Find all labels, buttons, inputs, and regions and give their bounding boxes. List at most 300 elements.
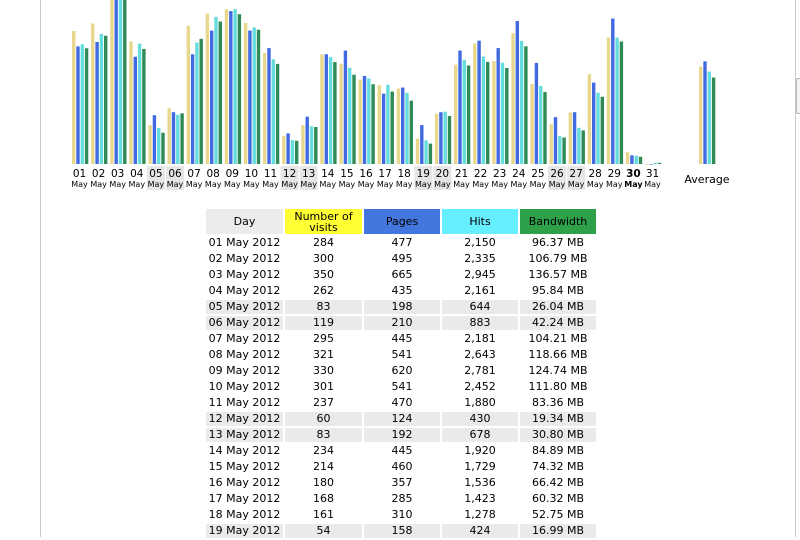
- bar-bandwidth: [505, 68, 508, 164]
- cell-pages: 477: [391, 236, 413, 249]
- month-tick-label: May: [90, 180, 107, 189]
- cell-hits: 1,880: [464, 396, 496, 409]
- bar-hits: [272, 59, 275, 164]
- bar-hits: [367, 78, 370, 164]
- cell-day: 03 May 2012: [208, 268, 281, 281]
- month-tick-label: May: [147, 180, 165, 189]
- cell-pages: 310: [391, 508, 413, 521]
- bar-hits: [482, 57, 485, 164]
- bar-hits: [405, 93, 408, 164]
- cell-hits: 1,278: [464, 508, 496, 521]
- table-row: [206, 268, 596, 282]
- bar-number-of-visits: [626, 152, 629, 164]
- bar-bandwidth: [333, 62, 336, 164]
- table-header-row: [206, 209, 596, 234]
- month-tick-label: May: [395, 180, 413, 189]
- bar-pages: [420, 125, 423, 164]
- average-label: Average: [684, 173, 730, 186]
- table-row: [206, 492, 596, 506]
- cell-day: 15 May 2012: [208, 460, 281, 473]
- cell-bandwidth: 96.37 MB: [531, 236, 585, 249]
- bar-hits: [176, 115, 179, 164]
- cell-pages: 210: [364, 316, 440, 330]
- bar-hits: [539, 86, 542, 164]
- month-tick-label: May: [434, 180, 451, 189]
- bar-bandwidth: [352, 75, 355, 164]
- bar-hits: [119, 0, 122, 164]
- cell-day: 02 May 2012: [208, 252, 281, 265]
- bar-bandwidth: [371, 84, 374, 164]
- cell-pages: 158: [364, 524, 440, 538]
- cell-hits: 1,729: [464, 460, 496, 473]
- cell-day: 12 May 2012: [206, 412, 283, 426]
- bar-pages: [267, 48, 270, 164]
- bar-bandwidth: [562, 138, 565, 164]
- day-tick-label: 19: [416, 168, 430, 180]
- month-tick-label: May: [548, 180, 566, 189]
- cell-hits: 1,536: [464, 476, 496, 489]
- month-tick-label: May: [204, 180, 222, 189]
- bar-number-of-visits: [129, 41, 132, 164]
- table-row: [206, 364, 596, 378]
- cell-day: 18 May 2012: [208, 508, 281, 521]
- day-tick-label: 18: [397, 168, 411, 180]
- bar-pages: [535, 63, 538, 164]
- cell-bandwidth: 106.79 MB: [528, 252, 588, 265]
- month-tick-label: May: [491, 180, 508, 189]
- bar-hits: [138, 44, 141, 164]
- day-tick-label: 04: [130, 168, 144, 180]
- bar-pages: [477, 41, 480, 164]
- bar-pages: [191, 54, 194, 164]
- bar-pages: [401, 88, 404, 164]
- daily-stats-table: [204, 207, 598, 540]
- bar-number-of-visits: [569, 112, 572, 164]
- cell-visits: 60: [285, 412, 362, 426]
- average-bar-pages: [703, 61, 706, 164]
- bar-hits: [253, 27, 256, 164]
- day-tick-label: 24: [512, 168, 526, 180]
- day-tick-label: 01: [72, 168, 87, 180]
- bar-bandwidth: [543, 92, 546, 164]
- bar-number-of-visits: [244, 23, 247, 164]
- bar-bandwidth: [410, 101, 413, 164]
- bar-number-of-visits: [187, 26, 190, 164]
- cell-bandwidth: 30.80 MB: [520, 428, 596, 442]
- month-tick-label: May: [624, 180, 643, 189]
- bar-hits: [81, 44, 84, 164]
- day-tick-label: 30: [626, 168, 641, 180]
- bar-hits: [520, 41, 523, 164]
- bar-hits: [654, 163, 657, 164]
- table-row: [206, 332, 596, 346]
- table-body: [206, 236, 596, 538]
- bar-number-of-visits: [607, 37, 610, 164]
- bar-pages: [115, 0, 118, 164]
- cell-pages: 445: [391, 332, 413, 345]
- header-hits: Hits: [442, 209, 518, 234]
- cell-bandwidth: 124.74 MB: [528, 364, 588, 377]
- cell-visits: 168: [313, 492, 334, 505]
- cell-visits: 301: [313, 380, 334, 393]
- bar-pages: [516, 21, 519, 164]
- cell-pages: 541: [391, 348, 413, 361]
- bar-bandwidth: [486, 62, 489, 164]
- average-bar-hits: [708, 72, 711, 164]
- cell-visits: 262: [313, 284, 334, 297]
- bar-hits: [386, 85, 389, 164]
- bar-bandwidth: [200, 39, 203, 164]
- bar-pages: [363, 76, 366, 164]
- day-tick-label: 23: [493, 168, 507, 180]
- month-tick-label: May: [376, 180, 394, 189]
- cell-hits: 883: [442, 316, 518, 330]
- bar-pages: [172, 112, 175, 164]
- month-tick-label: May: [166, 180, 184, 189]
- cell-pages: 357: [391, 476, 413, 489]
- cell-bandwidth: 95.84 MB: [531, 284, 585, 297]
- bar-hits: [558, 136, 561, 164]
- day-tick-label: 21: [454, 168, 469, 180]
- cell-bandwidth: 66.42 MB: [531, 476, 585, 489]
- bar-number-of-visits: [473, 44, 476, 164]
- table-row: [206, 476, 596, 490]
- bar-number-of-visits: [454, 65, 457, 164]
- bar-bandwidth: [620, 42, 623, 164]
- month-tick-label: May: [300, 180, 317, 189]
- bar-number-of-visits: [511, 33, 514, 164]
- bar-bandwidth: [448, 116, 451, 164]
- bar-bandwidth: [257, 30, 260, 164]
- header-visits: Number of visits: [285, 209, 362, 234]
- bar-number-of-visits: [588, 74, 591, 164]
- bar-pages: [210, 31, 213, 164]
- bar-number-of-visits: [339, 64, 342, 164]
- bar-number-of-visits: [263, 53, 266, 164]
- table-row: [206, 316, 596, 330]
- month-tick-label: May: [109, 180, 126, 189]
- cell-bandwidth: 118.66 MB: [528, 348, 588, 361]
- cell-day: 19 May 2012: [206, 524, 283, 538]
- bar-bandwidth: [639, 157, 642, 164]
- bar-number-of-visits: [416, 139, 419, 164]
- cell-hits: 2,181: [464, 332, 496, 345]
- table-row: [206, 284, 596, 298]
- bar-hits: [291, 140, 294, 164]
- table-row: [206, 524, 596, 538]
- bar-number-of-visits: [206, 14, 209, 164]
- cell-hits: 1,423: [464, 492, 496, 505]
- cell-visits: 330: [313, 364, 334, 377]
- cell-pages: 541: [391, 380, 413, 393]
- bar-bandwidth: [85, 48, 88, 164]
- cell-bandwidth: 60.32 MB: [531, 492, 585, 505]
- month-tick-label: May: [644, 180, 661, 189]
- bar-hits: [444, 112, 447, 164]
- bar-pages: [76, 46, 79, 164]
- month-tick-label: May: [319, 180, 337, 189]
- bar-pages: [306, 117, 309, 164]
- cell-hits: 2,335: [464, 252, 496, 265]
- bar-number-of-visits: [359, 80, 362, 164]
- bar-number-of-visits: [530, 84, 533, 164]
- header-pages: Pages: [364, 209, 440, 234]
- cell-day: 07 May 2012: [208, 332, 281, 345]
- bar-bandwidth: [601, 97, 604, 164]
- cell-bandwidth: 19.34 MB: [520, 412, 596, 426]
- bar-bandwidth: [295, 141, 298, 164]
- cell-day: 05 May 2012: [206, 300, 283, 314]
- cell-visits: 119: [285, 316, 362, 330]
- bar-pages: [649, 164, 652, 165]
- cell-hits: 644: [442, 300, 518, 314]
- cell-hits: 678: [442, 428, 518, 442]
- table-row: [206, 380, 596, 394]
- bar-number-of-visits: [110, 0, 113, 164]
- day-tick-label: 25: [531, 168, 545, 180]
- bar-hits: [195, 43, 198, 164]
- bar-number-of-visits: [645, 164, 648, 165]
- cell-pages: 285: [391, 492, 413, 505]
- cell-day: 13 May 2012: [206, 428, 283, 442]
- cell-visits: 54: [285, 524, 362, 538]
- bar-bandwidth: [658, 163, 661, 164]
- table-row: [206, 252, 596, 266]
- average-bar-number-of-visits: [699, 67, 702, 164]
- cell-hits: 2,945: [464, 268, 496, 281]
- bar-pages: [439, 112, 442, 164]
- bar-bandwidth: [180, 113, 183, 164]
- cell-bandwidth: 74.32 MB: [531, 460, 585, 473]
- bar-number-of-visits: [378, 85, 381, 164]
- cell-hits: 430: [442, 412, 518, 426]
- bar-hits: [329, 57, 332, 164]
- bar-pages: [630, 155, 633, 164]
- day-tick-label: 03: [111, 168, 125, 180]
- day-tick-label: 16: [359, 168, 373, 180]
- cell-day: 08 May 2012: [208, 348, 281, 361]
- month-tick-label: May: [262, 180, 279, 189]
- table-row: [206, 300, 596, 314]
- cell-visits: 83: [285, 300, 362, 314]
- average-bar-bandwidth: [712, 78, 715, 164]
- month-tick-label: May: [243, 180, 260, 189]
- cell-pages: 192: [364, 428, 440, 442]
- day-tick-label: 09: [225, 168, 239, 180]
- table-row: [206, 508, 596, 522]
- cell-pages: 460: [391, 460, 413, 473]
- cell-hits: 1,920: [464, 444, 496, 457]
- day-tick-label: 14: [321, 168, 335, 180]
- bar-pages: [344, 51, 347, 164]
- cell-visits: 295: [313, 332, 334, 345]
- bar-bandwidth: [276, 64, 279, 164]
- month-tick-label: May: [185, 180, 203, 189]
- bar-pages: [134, 57, 137, 164]
- cell-day: 11 May 2012: [208, 396, 281, 409]
- bar-hits: [310, 126, 313, 164]
- bar-bandwidth: [314, 127, 317, 164]
- day-tick-label: 29: [607, 168, 621, 180]
- day-tick-label: 28: [588, 168, 602, 180]
- day-tick-label: 26: [550, 168, 564, 180]
- bar-bandwidth: [219, 22, 222, 164]
- table-row: [206, 236, 596, 250]
- day-tick-label: 10: [244, 168, 259, 180]
- bar-pages: [458, 51, 461, 164]
- day-tick-label: 27: [569, 168, 583, 180]
- cell-day: 10 May 2012: [208, 380, 281, 393]
- cell-day: 06 May 2012: [206, 316, 283, 330]
- bar-bandwidth: [524, 46, 527, 164]
- month-tick-label: May: [338, 180, 356, 189]
- table-row: [206, 460, 596, 474]
- bar-pages: [592, 83, 595, 164]
- bar-bandwidth: [142, 49, 145, 164]
- cell-bandwidth: 83.36 MB: [531, 396, 585, 409]
- day-tick-label: 17: [378, 168, 392, 180]
- cell-bandwidth: 26.04 MB: [520, 300, 596, 314]
- cell-bandwidth: 84.89 MB: [531, 444, 585, 457]
- bar-hits: [157, 128, 160, 164]
- day-tick-label: 06: [168, 168, 182, 180]
- cell-visits: 300: [313, 252, 334, 265]
- cell-visits: 83: [285, 428, 362, 442]
- month-tick-label: May: [71, 180, 88, 189]
- bar-number-of-visits: [282, 136, 285, 164]
- bar-hits: [596, 93, 599, 164]
- bar-hits: [463, 60, 466, 164]
- bar-bandwidth: [582, 130, 585, 164]
- cell-pages: 620: [391, 364, 413, 377]
- bar-number-of-visits: [397, 89, 400, 164]
- month-tick-label: May: [281, 180, 298, 189]
- table-row: [206, 428, 596, 442]
- month-tick-label: May: [453, 180, 470, 189]
- bar-pages: [382, 94, 385, 164]
- cell-pages: 470: [391, 396, 413, 409]
- bar-number-of-visits: [72, 31, 75, 164]
- bar-number-of-visits: [91, 23, 94, 164]
- cell-visits: 237: [313, 396, 334, 409]
- cell-bandwidth: 111.80 MB: [528, 380, 588, 393]
- cell-day: 01 May 2012: [208, 236, 281, 249]
- cell-hits: 2,643: [464, 348, 496, 361]
- day-tick-label: 20: [435, 168, 450, 180]
- month-tick-label: May: [224, 180, 241, 189]
- bar-hits: [424, 140, 427, 164]
- header-day: Day: [206, 209, 283, 234]
- cell-pages: 198: [364, 300, 440, 314]
- day-labels-layer: [71, 166, 730, 190]
- bars-layer: [72, 0, 715, 165]
- table-row: [206, 444, 596, 458]
- bar-hits: [615, 38, 618, 164]
- cell-pages: 445: [391, 444, 413, 457]
- bar-pages: [573, 112, 576, 164]
- cell-visits: 161: [313, 508, 334, 521]
- cell-hits: 2,452: [464, 380, 496, 393]
- bar-number-of-visits: [168, 108, 171, 164]
- bar-pages: [554, 117, 557, 164]
- day-tick-label: 13: [302, 168, 316, 180]
- table-row: [206, 412, 596, 426]
- bar-hits: [577, 128, 580, 164]
- cell-visits: 234: [313, 444, 334, 457]
- daily-visits-bar-chart: [0, 0, 800, 200]
- cell-pages: 495: [391, 252, 413, 265]
- day-tick-label: 22: [473, 168, 488, 180]
- bar-hits: [233, 9, 236, 164]
- bar-hits: [214, 17, 217, 164]
- cell-visits: 214: [313, 460, 334, 473]
- cell-day: 16 May 2012: [208, 476, 281, 489]
- cell-pages: 435: [391, 284, 413, 297]
- cell-day: 14 May 2012: [208, 444, 281, 457]
- month-tick-label: May: [567, 180, 585, 189]
- bar-bandwidth: [104, 36, 107, 164]
- cell-day: 17 May 2012: [208, 492, 281, 505]
- bar-number-of-visits: [225, 9, 228, 164]
- month-tick-label: May: [510, 180, 528, 189]
- day-tick-label: 05: [149, 168, 163, 180]
- day-tick-label: 08: [206, 168, 220, 180]
- bar-hits: [501, 63, 504, 164]
- month-tick-label: May: [415, 180, 432, 189]
- bar-number-of-visits: [301, 125, 304, 164]
- cell-bandwidth: 52.75 MB: [531, 508, 585, 521]
- month-tick-label: May: [472, 180, 489, 189]
- month-tick-label: May: [529, 180, 547, 189]
- bar-pages: [248, 31, 251, 164]
- cell-day: 04 May 2012: [208, 284, 281, 297]
- cell-pages: 124: [364, 412, 440, 426]
- header-bandwidth: Bandwidth: [520, 209, 596, 234]
- bar-bandwidth: [238, 14, 241, 164]
- cell-visits: 284: [313, 236, 334, 249]
- table-row: [206, 396, 596, 410]
- bar-bandwidth: [391, 92, 394, 164]
- cell-pages: 665: [391, 268, 413, 281]
- bar-number-of-visits: [435, 114, 438, 164]
- month-tick-label: May: [128, 180, 146, 189]
- cell-hits: 2,161: [464, 284, 496, 297]
- cell-visits: 180: [313, 476, 334, 489]
- day-tick-label: 31: [645, 168, 660, 180]
- bar-pages: [286, 133, 289, 164]
- bar-pages: [153, 115, 156, 164]
- day-tick-label: 02: [91, 168, 106, 180]
- cell-visits: 350: [313, 268, 334, 281]
- bar-number-of-visits: [550, 124, 553, 164]
- bar-hits: [100, 34, 103, 164]
- bar-number-of-visits: [320, 54, 323, 164]
- bar-number-of-visits: [148, 125, 151, 164]
- bar-pages: [497, 48, 500, 164]
- month-tick-label: May: [586, 180, 604, 189]
- month-tick-label: May: [606, 180, 623, 189]
- bar-number-of-visits: [492, 61, 495, 164]
- cell-bandwidth: 104.21 MB: [528, 332, 588, 345]
- bar-pages: [611, 19, 614, 165]
- cell-bandwidth: 16.99 MB: [520, 524, 596, 538]
- bar-hits: [348, 68, 351, 164]
- cell-bandwidth: 136.57 MB: [528, 268, 588, 281]
- cell-hits: 424: [442, 524, 518, 538]
- bar-pages: [95, 42, 98, 164]
- cell-visits: 321: [313, 348, 334, 361]
- bar-bandwidth: [467, 66, 470, 164]
